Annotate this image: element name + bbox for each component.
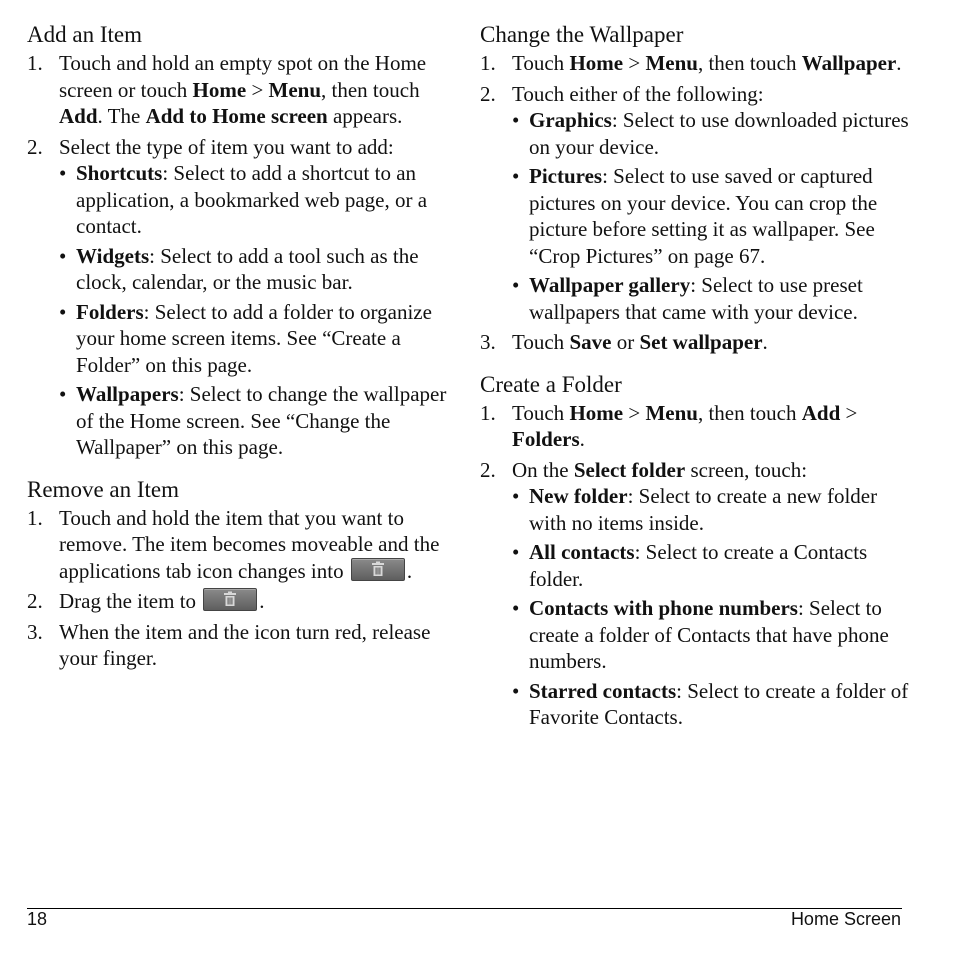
step-text: Touch (512, 51, 570, 75)
bullet-text: : Select to add a folder to organize your home screen items. See “Create a Folder” on this page. (76, 299, 432, 377)
bullet-text: : Select to create a folder of Favorite Contacts. (529, 678, 909, 729)
step-bold: Menu (645, 400, 698, 425)
bullet-term: Wallpaper gallery (529, 273, 691, 297)
bullet-text: : Select to use preset wallpapers that came with your device. (529, 273, 863, 324)
bullet-term: Shortcuts (76, 161, 163, 185)
step-number: 1. (480, 51, 496, 75)
list-item (27, 134, 452, 461)
step-text: . (406, 558, 413, 583)
heading-remove-item: Remove an Item (27, 476, 180, 502)
step-bold: Menu (268, 77, 322, 102)
step-number: 3. (480, 330, 496, 354)
bullet-text: : Select to use saved or captured pictures on your device. You can crop the picture before setting it as wallpaper. See “Crop Pictures” on page 67. (529, 164, 878, 268)
trash-icon (351, 558, 405, 581)
page-number: 18 (27, 909, 48, 929)
step-bold: Wallpaper (801, 51, 897, 75)
step-text: Touch either of the following: (512, 81, 764, 106)
step-text: Touch (512, 400, 570, 425)
heading-change-wallpaper: Change the Wallpaper (480, 22, 684, 47)
step-text: screen, touch: (685, 457, 808, 482)
trash-icon (203, 588, 257, 611)
step-bold: Home (569, 51, 624, 75)
step-text: When the item and the icon turn red, release your finger. (59, 619, 431, 670)
list-item (480, 457, 910, 731)
step-text: Touch and hold an empty spot on the Home screen or touch (59, 51, 427, 102)
bullet-term: New folder (529, 484, 628, 508)
running-title: Home Screen (790, 909, 901, 929)
step-text: > (623, 400, 646, 425)
step-number: 1. (27, 505, 43, 530)
bullet-text: : Select to create a Contacts folder. (529, 540, 868, 591)
bullet-item (512, 595, 910, 675)
folder-steps (480, 400, 910, 731)
list-item (27, 588, 452, 615)
folder-bullets (512, 483, 910, 731)
bullet-term: Contacts with phone numbers (529, 596, 798, 620)
step-bold: Select folder (573, 457, 686, 482)
step-text: or (611, 330, 640, 354)
bullet-term: Graphics (529, 108, 612, 132)
bullet-item (512, 163, 910, 269)
bullet-term: Pictures (529, 164, 603, 188)
step-text: . (896, 51, 902, 75)
bullet-item (59, 381, 452, 461)
section-change-wallpaper (480, 20, 910, 356)
step-number: 2. (27, 134, 43, 159)
bullet-text: : Select to create a new folder with no items inside. (529, 484, 878, 535)
heading-create-folder: Create a Folder (480, 371, 622, 397)
step-number: 2. (27, 589, 43, 613)
bullet-item (59, 160, 452, 240)
bullet-item (512, 107, 910, 160)
section-add-item (27, 20, 452, 461)
step-text: appears. (327, 104, 403, 128)
step-text: > (623, 51, 646, 75)
bullet-term: Starred contacts (529, 678, 677, 703)
section-remove-item (27, 475, 452, 672)
bullet-text: : Select to create a folder of Contacts that have phone numbers. (529, 596, 889, 673)
step-bold: Home (569, 400, 624, 425)
step-text: , then touch (321, 77, 420, 102)
list-item (480, 329, 910, 356)
step-text: Drag the item to (59, 589, 197, 613)
step-text: > (246, 77, 269, 102)
step-bold: Save (569, 330, 612, 354)
list-item (27, 619, 452, 672)
step-bold: Add (801, 400, 841, 425)
wallpaper-bullets (512, 107, 910, 325)
bullet-item (512, 483, 910, 536)
step-number: 2. (480, 81, 496, 106)
item-type-bullets (59, 160, 452, 461)
step-text: On the (512, 457, 574, 482)
step-text: . (579, 427, 585, 451)
step-number: 2. (480, 457, 496, 482)
step-number: 1. (480, 400, 496, 425)
step-text: > (840, 400, 858, 425)
step-number: 3. (27, 619, 43, 644)
bullet-item (512, 678, 910, 731)
bullet-term: Folders (76, 299, 144, 324)
list-item (480, 50, 910, 77)
right-column (480, 20, 910, 735)
list-item (27, 505, 452, 585)
add-item-steps (27, 50, 452, 461)
wallpaper-steps (480, 50, 910, 356)
step-text: Touch and hold the item that you want to remove. The item becomes moveable and the applications tab icon changes into (59, 505, 440, 583)
step-text: Touch (512, 330, 570, 354)
left-column (27, 20, 452, 676)
step-text: , then touch (697, 400, 802, 425)
step-bold: Menu (645, 51, 698, 75)
step-text: , then touch (697, 51, 802, 75)
bullet-item (512, 272, 910, 325)
bullet-item (512, 539, 910, 592)
list-item (27, 50, 452, 130)
section-create-folder (480, 370, 910, 731)
bullet-item (59, 243, 452, 296)
bullet-text: : Select to add a shortcut to an application, a bookmarked web page, or a contact. (76, 161, 428, 238)
bullet-term: Widgets (76, 243, 150, 268)
step-bold: Set wallpaper (639, 330, 763, 354)
bullet-text: : Select to change the wallpaper of the Home screen. See “Change the Wallpaper” on this page. (76, 382, 447, 459)
bullet-text: : Select to add a tool such as the clock, calendar, or the music bar. (76, 243, 419, 294)
bullet-term: All contacts (529, 540, 635, 564)
remove-item-steps (27, 505, 452, 672)
step-bold: Add (59, 104, 98, 128)
step-bold: Folders (512, 427, 580, 451)
step-bold: Add to Home screen (145, 104, 328, 128)
step-text: Select the type of item you want to add: (59, 134, 394, 159)
bullet-text: : Select to use downloaded pictures on your device. (529, 108, 909, 159)
heading-add-item: Add an Item (27, 22, 142, 47)
step-bold: Home (192, 77, 247, 102)
step-text: . (259, 589, 265, 613)
bullet-item (59, 299, 452, 379)
list-item (480, 400, 910, 453)
step-number: 1. (27, 51, 43, 75)
footer-divider (27, 908, 902, 909)
bullet-term: Wallpapers (76, 382, 179, 406)
step-text: . The (97, 104, 146, 128)
step-text: . (762, 330, 768, 354)
list-item (480, 81, 910, 326)
